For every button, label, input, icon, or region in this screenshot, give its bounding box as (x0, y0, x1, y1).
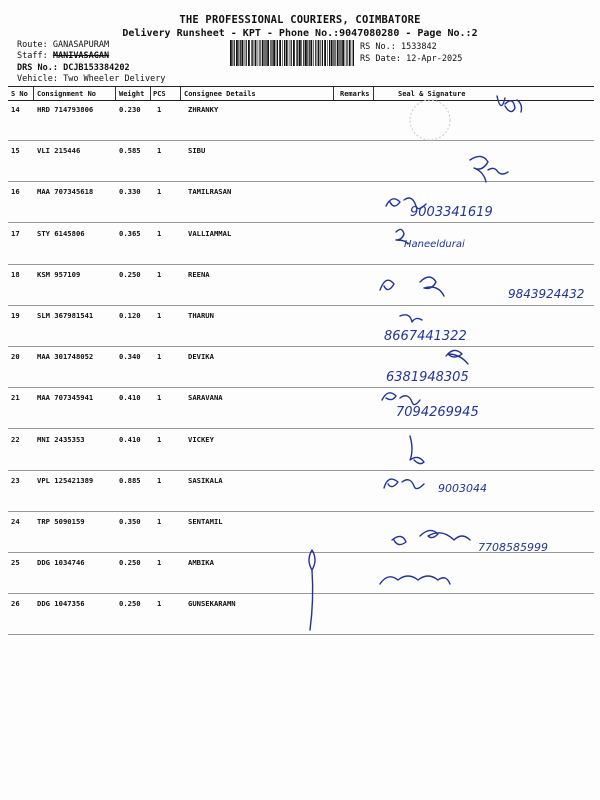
handwritten-number-16: 9003341619 (410, 205, 493, 220)
row-consignee: AMBIKA (188, 558, 214, 568)
signature-19 (400, 315, 422, 322)
row-sno: 24 (11, 517, 20, 526)
signature-21 (382, 393, 420, 405)
row-weight: 0.250 (119, 269, 141, 279)
row-weight: 0.365 (119, 228, 141, 238)
row-sno: 20 (11, 352, 20, 362)
handwritten-number-24: 7708585999 (478, 541, 548, 554)
row-consignee: SENTAMIL (188, 517, 223, 526)
signature-14 (497, 96, 522, 112)
row-sno: 23 (11, 475, 20, 485)
row-weight: 0.230 (119, 105, 141, 114)
row-weight: 0.585 (119, 146, 141, 156)
rs-no-value: 1533842 (400, 42, 437, 52)
row-consignee: VALLIAMMAL (188, 228, 232, 238)
row-consignee: SIBU (188, 146, 206, 156)
row-weight: 0.410 (119, 393, 141, 403)
company-title: THE PROFESSIONAL COURIERS, COIMBATORE (179, 14, 421, 26)
row-consignment-no: SLM 367981541 (37, 311, 94, 320)
row-weight: 0.250 (119, 599, 141, 609)
row-consignee: THARUN (188, 311, 214, 320)
row-sno: 17 (11, 228, 20, 238)
handwritten-number-20: 6381948305 (386, 370, 469, 385)
row-pcs: 1 (157, 434, 162, 444)
row-consignment-no: DDG 1034746 (37, 558, 85, 568)
row-sno: 22 (11, 434, 20, 444)
handwritten-number-23: 9003044 (438, 482, 487, 495)
row-sno: 25 (11, 558, 20, 568)
rs-date-value: 12-Apr-2025 (406, 54, 463, 64)
handwritten-number-19: 8667441322 (384, 329, 467, 344)
row-consignee: SARAVANA (188, 393, 223, 403)
col-consignment: Consignment No (37, 90, 97, 98)
drs-value: DCJB153384202 (63, 63, 130, 73)
col-seal-signature: Seal & Signature (398, 90, 466, 98)
row-pcs: 1 (157, 269, 162, 279)
handwritten-number-18: 9843924432 (508, 287, 585, 301)
row-consignee: ZHRANKY (188, 105, 219, 114)
row-consignee: SASIKALA (188, 475, 223, 485)
staff-value: MANIVASAGAN (52, 51, 110, 61)
row-weight: 0.120 (119, 311, 141, 320)
rs-date-label: RS Date: (360, 54, 401, 64)
vehicle-value: Two Wheeler Delivery (63, 74, 166, 84)
vehicle-label: Vehicle: (17, 74, 58, 84)
row-consignee: GUNSEKARAMN (188, 599, 236, 609)
signature-22 (410, 436, 424, 464)
row-pcs: 1 (157, 517, 162, 526)
row-pcs: 1 (157, 599, 162, 609)
row-pcs: 1 (157, 393, 162, 403)
handwritten-number-21: 7094269945 (396, 405, 479, 420)
col-remarks: Remarks (340, 90, 370, 98)
rs-no-label: RS No.: (360, 42, 396, 52)
row-pcs: 1 (157, 558, 162, 568)
handwritten-name-17: Haneeldurai (404, 239, 465, 250)
staff-label: Staff: (17, 51, 48, 61)
row-pcs: 1 (157, 146, 162, 156)
row-consignment-no: TRP 5090159 (37, 517, 85, 526)
route-value: GANASAPURAM (52, 40, 110, 50)
row-sno: 21 (11, 393, 20, 403)
row-weight: 0.885 (119, 475, 141, 485)
row-weight: 0.250 (119, 558, 141, 568)
row-pcs: 1 (157, 311, 162, 320)
faint-stamp (410, 100, 450, 140)
col-weight: Weight (119, 90, 145, 98)
row-consignment-no: MAA 301748052 (37, 352, 94, 362)
row-weight: 0.340 (119, 352, 141, 362)
row-consignment-no: HRD 714793806 (37, 105, 94, 114)
signature-24 (392, 530, 470, 544)
drs-label: DRS No.: (17, 63, 58, 73)
row-consignment-no: STY 6145806 (37, 228, 85, 238)
row-weight: 0.410 (119, 434, 141, 444)
row-sno: 14 (11, 105, 20, 114)
row-consignment-no: VLI 215446 (37, 146, 81, 156)
row-pcs: 1 (157, 105, 162, 114)
row-pcs: 1 (157, 187, 162, 197)
route-label: Route: (17, 40, 48, 50)
row-consignee: TAMILRASAN (188, 187, 232, 197)
row-consignment-no: MAA 707345618 (37, 187, 94, 197)
row-pcs: 1 (157, 352, 162, 362)
row-consignment-no: VPL 125421389 (37, 475, 94, 485)
signature-18 (380, 277, 444, 296)
row-sno: 16 (11, 187, 20, 197)
runsheet-subtitle: Delivery Runsheet - KPT - Phone No.:9047080280 - Page No.:2 (122, 28, 478, 39)
signature-15 (470, 156, 508, 182)
row-weight: 0.350 (119, 517, 141, 526)
row-sno: 19 (11, 311, 20, 320)
row-consignment-no: MAA 707345941 (37, 393, 94, 403)
col-consignee: Consignee Details (184, 90, 256, 98)
row-consignee: VICKEY (188, 434, 214, 444)
col-pcs: PCS (153, 90, 166, 98)
row-consignee: REENA (188, 269, 210, 279)
col-sno: S No (11, 90, 28, 98)
signature-25 (380, 576, 450, 584)
row-sno: 18 (11, 269, 20, 279)
signature-20 (446, 350, 468, 364)
row-pcs: 1 (157, 475, 162, 485)
row-consignment-no: KSM 957109 (37, 269, 81, 279)
row-weight: 0.330 (119, 187, 141, 197)
row-pcs: 1 (157, 228, 162, 238)
row-consignment-no: DDG 1047356 (37, 599, 85, 609)
row-consignment-no: MNI 2435353 (37, 434, 85, 444)
row-sno: 26 (11, 599, 20, 609)
row-sno: 15 (11, 146, 20, 156)
row-consignee: DEVIKA (188, 352, 214, 362)
signature-23 (384, 479, 424, 488)
signature-loop (309, 550, 315, 630)
